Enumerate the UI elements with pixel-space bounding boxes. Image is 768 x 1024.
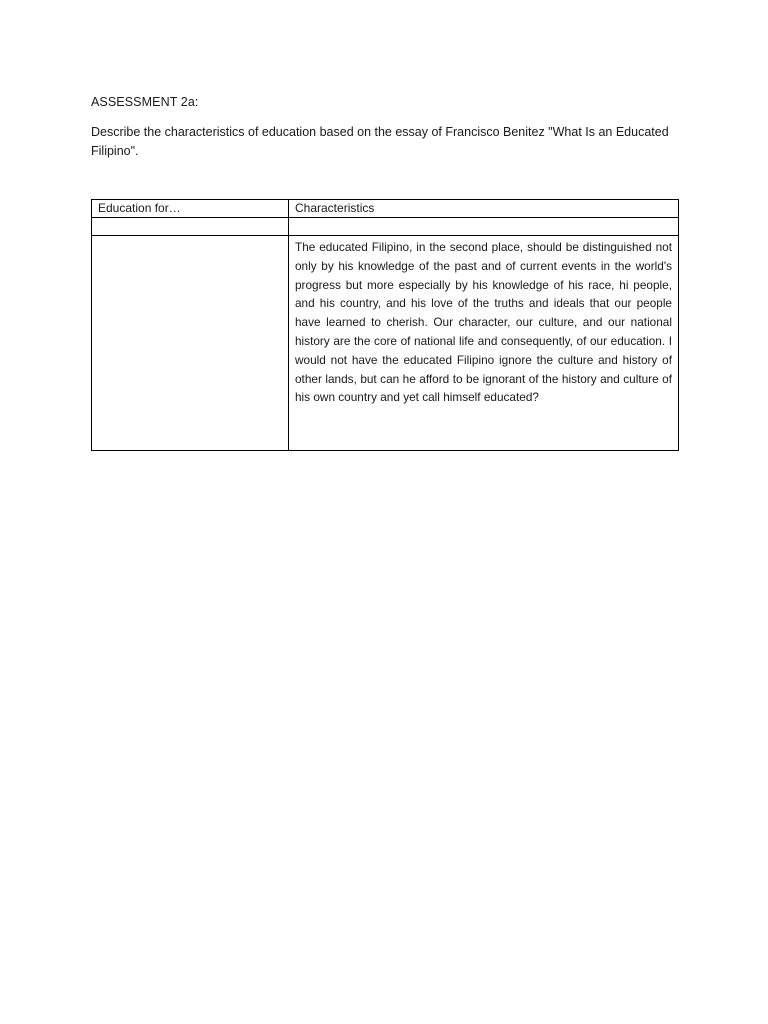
table-header-row [92, 200, 679, 218]
assessment-heading: ASSESSMENT 2a: [91, 95, 199, 109]
header-education-for: Education for… [92, 200, 289, 218]
characteristics-text: The educated Filipino, in the second place, should be distinguished not only by his knowledge of the past and of current events in the world's progress but more especially by his knowledge of his race, hi people, and his country, and his love of the truths and ideals that our people have learned to cherish. Our character, our culture, and our national history are the core of national life and consequently, of our education. I would not have the educated Filipino ignore the culture and history of other lands, but can he afford to be ignorant of the history and culture of his own country and yet call himself educated? [295, 240, 672, 405]
assessment-table [91, 199, 679, 451]
table-cell-education-for [92, 218, 289, 236]
header-characteristics: Characteristics [289, 200, 679, 218]
table-cell-characteristics [289, 236, 679, 451]
table-row [92, 236, 679, 451]
table-cell-education-for [92, 236, 289, 451]
table-row [92, 218, 679, 236]
table-cell-characteristics [289, 218, 679, 236]
assessment-instructions: Describe the characteristics of education based on the essay of Francisco Benitez "What Is an Educated Filipino". [91, 125, 669, 158]
